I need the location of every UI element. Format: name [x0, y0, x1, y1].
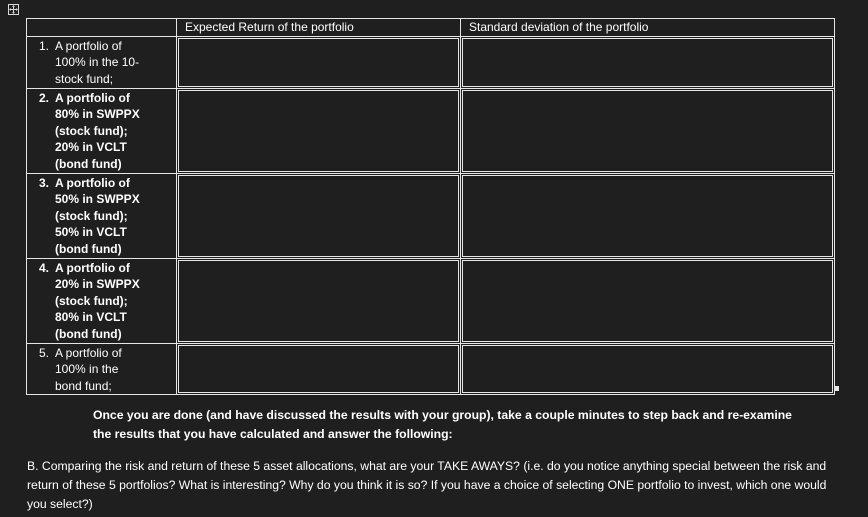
portfolio-table	[26, 18, 835, 395]
table-header-row	[27, 19, 835, 37]
question-b-paragraph: B. Comparing the risk and return of these 5 asset allocations, what are your TAKE AWAYS? (i.e. do you notice anything special between the risk and return of these 5 portfolios? What is interesting? Why do you think it is so? If you have a choice of selecting ONE portfolio to invest, which one would you select?)	[27, 459, 827, 511]
table-resize-handle[interactable]	[834, 386, 839, 391]
table-row	[27, 88, 835, 173]
row-label-text: A portfolio of 20% in SWPPX (stock fund); 80% in VCLT (bond fund)	[55, 260, 140, 341]
row-label-text: A portfolio of 50% in SWPPX (stock fund); 50% in VCLT (bond fund)	[55, 175, 140, 256]
table-row	[27, 343, 835, 395]
table-row	[27, 36, 835, 88]
header-cell-standard-deviation[interactable]: Standard deviation of the portfolio	[461, 19, 835, 37]
expected-return-cell[interactable]	[177, 36, 461, 88]
portfolio-label-cell[interactable]	[27, 343, 177, 395]
instruction-paragraph: Once you are done (and have discussed the results with your group), take a couple minutes to step back and re-examine the results that you have calculated and answer the following:	[93, 408, 792, 441]
expected-return-cell[interactable]	[177, 258, 461, 343]
standard-deviation-cell[interactable]	[461, 258, 835, 343]
table-move-handle-icon[interactable]	[8, 4, 19, 15]
portfolio-label-cell[interactable]	[27, 258, 177, 343]
portfolio-label-cell[interactable]	[27, 173, 177, 258]
expected-return-cell[interactable]	[177, 88, 461, 173]
standard-deviation-cell[interactable]	[461, 173, 835, 258]
portfolio-label-cell[interactable]	[27, 36, 177, 88]
row-number: 3.	[38, 175, 49, 190]
standard-deviation-cell[interactable]	[461, 36, 835, 88]
standard-deviation-cell[interactable]	[461, 343, 835, 395]
portfolio-label-cell[interactable]	[27, 88, 177, 173]
row-number: 5.	[38, 345, 49, 360]
expected-return-cell[interactable]	[177, 173, 461, 258]
row-label-text: A portfolio of 80% in SWPPX (stock fund); 20% in VCLT (bond fund)	[55, 90, 140, 171]
table-row	[27, 173, 835, 258]
expected-return-cell[interactable]	[177, 343, 461, 395]
row-label-text: A portfolio of 100% in the 10- stock fund;	[55, 38, 140, 86]
table-row	[27, 258, 835, 343]
header-cell-expected-return[interactable]: Expected Return of the portfolio	[177, 19, 461, 37]
row-number: 2.	[38, 90, 49, 105]
standard-deviation-cell[interactable]	[461, 88, 835, 173]
header-cell-blank[interactable]	[27, 19, 177, 37]
row-number: 4.	[38, 260, 49, 275]
row-label-text: A portfolio of 100% in the bond fund;	[55, 345, 122, 393]
row-number: 1.	[38, 38, 49, 53]
